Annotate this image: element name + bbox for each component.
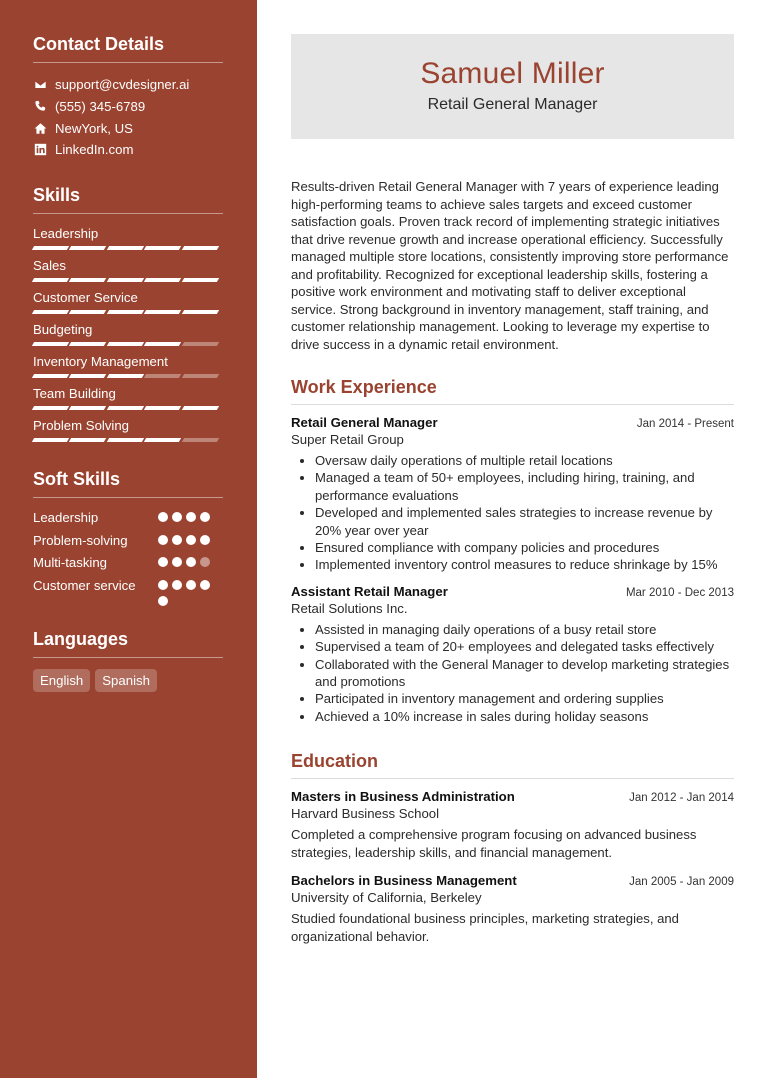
skill-level-segment [107, 438, 145, 442]
skill-level-segment [144, 438, 182, 442]
skill-level-segment [69, 310, 107, 314]
skill-name: Inventory Management [33, 354, 168, 370]
education-entry [291, 789, 734, 861]
soft-skills-heading: Soft Skills [33, 469, 223, 498]
sidebar [0, 0, 257, 1078]
degree-description: Studied foundational business principles, marketing strategies, and organizational behavior. [291, 911, 679, 944]
skill-item [33, 385, 223, 417]
language-chip: Spanish [95, 669, 157, 692]
skill-level-segment [32, 438, 70, 442]
linkedin-icon [33, 143, 47, 157]
skill-level-segment [181, 246, 219, 250]
skill-item [33, 321, 223, 353]
contact-heading: Contact Details [33, 34, 223, 63]
skill-level-segment [107, 246, 145, 250]
skill-level-segment [69, 342, 107, 346]
list-item: • Collaborated with the General Manager to develop marketing strategies and promotions [315, 656, 734, 691]
degree-title: Bachelors in Business Management [291, 873, 517, 889]
skill-item [33, 353, 223, 385]
education-entry [291, 873, 734, 945]
envelope-icon [33, 78, 47, 92]
rating-dot [186, 557, 196, 567]
job-date: Jan 2014 - Present [636, 418, 734, 430]
contact-email-text: support@cvdesigner.ai [55, 77, 190, 93]
soft-skill-name: Multi-tasking [33, 555, 108, 571]
work-entry [291, 584, 734, 725]
skill-level-segment [181, 310, 219, 314]
skill-level-segment [32, 374, 70, 378]
soft-skills-list [33, 509, 223, 612]
skill-level-segment [144, 278, 182, 282]
soft-skill-name: Leadership [33, 510, 99, 526]
skill-name: Budgeting [33, 322, 93, 338]
job-company: Super Retail Group [291, 432, 404, 447]
skill-level-segment [181, 406, 219, 410]
soft-skill-item [33, 509, 223, 531]
contact-list [33, 74, 223, 161]
job-title: Assistant Retail Manager [291, 583, 448, 599]
contact-phone[interactable] [33, 96, 223, 118]
list-item: • Supervised a team of 20+ employees and delegated tasks effectively [315, 638, 734, 655]
skill-level-bar [33, 310, 223, 314]
work-heading: Work Experience [291, 377, 734, 405]
skill-level-bar [33, 278, 223, 282]
skill-level-bar [33, 246, 223, 250]
skill-level-segment [181, 374, 219, 378]
skill-level-bar [33, 342, 223, 346]
skills-heading: Skills [33, 185, 223, 214]
job-title: Retail General Manager [291, 415, 438, 430]
skill-name: Customer Service [33, 289, 138, 305]
skill-level-segment [144, 406, 182, 410]
soft-skill-item [33, 577, 223, 613]
skill-level-segment [69, 278, 107, 282]
soft-skill-name: Problem-solving [33, 532, 128, 548]
skill-level-bar [33, 406, 223, 410]
rating-dot [186, 512, 196, 522]
rating-dot [158, 557, 168, 567]
education-heading: Education [291, 751, 734, 779]
rating-dot [172, 580, 182, 590]
skills-list [33, 225, 223, 450]
job-company: Retail Solutions Inc. [291, 600, 408, 616]
skill-item [33, 289, 223, 321]
skill-level-segment [107, 374, 145, 378]
skill-level-segment [144, 374, 182, 378]
skill-level-segment [69, 438, 107, 442]
skill-level-segment [181, 342, 219, 346]
skill-level-segment [107, 310, 145, 314]
soft-skill-rating [158, 577, 214, 606]
list-item: • Managed a team of 50+ employees, including hiring, training, and performance evaluations [315, 469, 734, 504]
rating-dot [200, 512, 210, 522]
languages-list [33, 669, 223, 692]
home-icon [33, 121, 47, 135]
soft-skill-rating [158, 509, 214, 522]
skill-level-segment [107, 406, 145, 410]
degree-date: Jan 2005 - Jan 2009 [629, 876, 734, 889]
soft-skill-name: Customer service [33, 577, 136, 593]
skill-level-segment [181, 438, 219, 442]
list-item: • Achieved a 10% increase in sales during holiday seasons [315, 708, 734, 725]
rating-dot [200, 580, 210, 590]
skill-level-segment [107, 278, 145, 282]
skill-level-bar [33, 374, 223, 378]
rating-dot [158, 535, 168, 545]
skill-level-segment [69, 406, 107, 410]
skill-level-segment [69, 246, 107, 250]
skill-level-segment [32, 406, 70, 410]
skill-item [33, 257, 223, 289]
contact-location-text: NewYork, US [55, 120, 133, 136]
skill-name: Team Building [33, 386, 116, 402]
name-header [291, 34, 734, 139]
rating-dot [186, 535, 196, 545]
degree-title: Masters in Business Administration [291, 789, 515, 805]
main-content [291, 34, 734, 945]
soft-skill-item [33, 532, 223, 554]
rating-dot [200, 557, 210, 567]
rating-dot [158, 512, 168, 522]
rating-dot [158, 580, 168, 590]
languages-heading: Languages [33, 629, 223, 658]
skill-level-segment [69, 374, 107, 378]
rating-dot [200, 535, 210, 545]
skill-level-segment [181, 278, 219, 282]
language-chip: English [33, 669, 90, 692]
job-bullets [291, 621, 734, 725]
job-date: Mar 2010 - Dec 2013 [625, 586, 734, 599]
list-item: • Developed and implemented sales strategies to increase revenue by 20% year over year [315, 504, 734, 539]
rating-dot [172, 535, 182, 545]
list-item: • Implemented inventory control measures to reduce shrinkage by 15% [315, 556, 734, 573]
skill-level-segment [32, 342, 70, 346]
rating-dot [158, 596, 168, 606]
rating-dot [172, 512, 182, 522]
skill-level-segment [32, 278, 70, 282]
skill-level-segment [32, 246, 70, 250]
degree-description: Completed a comprehensive program focusing on advanced business strategies, leadership skills, and financial management. [291, 827, 697, 860]
list-item: • Oversaw daily operations of multiple retail locations [315, 452, 734, 469]
contact-linkedin-text: LinkedIn.com [55, 142, 134, 158]
contact-phone-text: (555) 345-6789 [55, 99, 146, 115]
skill-item [33, 417, 223, 449]
skill-level-segment [144, 246, 182, 250]
skill-level-segment [144, 342, 182, 346]
list-item: • Ensured compliance with company policies and procedures [315, 539, 734, 556]
contact-email[interactable] [33, 74, 223, 96]
school-name: University of California, Berkeley [291, 890, 482, 906]
skill-level-segment [144, 310, 182, 314]
skill-item [33, 225, 223, 257]
skill-name: Leadership [33, 225, 99, 241]
profile-summary: Results-driven Retail General Manager with 7 years of experience leading high-performing teams to achieve sales targets and exceed customer satisfaction goals. Proven track record of implementing strategic initiatives that drive revenue growth and increase operational efficiency. Successfully managed multiple store locations, consistently improving store performance and profitability. Recognized for exceptional leadership skills, fostering a positive work environment and motivating staff to deliver exceptional service. Strong background in inventory management, staff training, and customer relationship management. Looking to leverage my expertise to drive success in a dynamic retail environment. [291, 179, 729, 352]
skill-level-segment [32, 310, 70, 314]
school-name: Harvard Business School [291, 806, 440, 822]
skill-name: Sales [33, 257, 66, 273]
job-bullets [291, 452, 734, 574]
skill-level-segment [107, 342, 145, 346]
candidate-role: Retail General Manager [427, 96, 598, 113]
work-entry [291, 415, 734, 574]
degree-date: Jan 2012 - Jan 2014 [629, 792, 734, 805]
phone-icon [33, 100, 47, 114]
soft-skill-rating [158, 554, 214, 567]
list-item: • Participated in inventory management and ordering supplies [315, 690, 734, 707]
soft-skill-item [33, 554, 223, 576]
rating-dot [172, 557, 182, 567]
skill-level-bar [33, 438, 223, 442]
skill-name: Problem Solving [33, 418, 130, 434]
list-item: • Assisted in managing daily operations of a busy retail store [315, 621, 734, 638]
rating-dot [186, 580, 196, 590]
contact-location [33, 117, 223, 139]
soft-skill-rating [158, 532, 214, 545]
contact-linkedin[interactable] [33, 139, 223, 161]
candidate-name: Samuel Miller [420, 57, 605, 90]
